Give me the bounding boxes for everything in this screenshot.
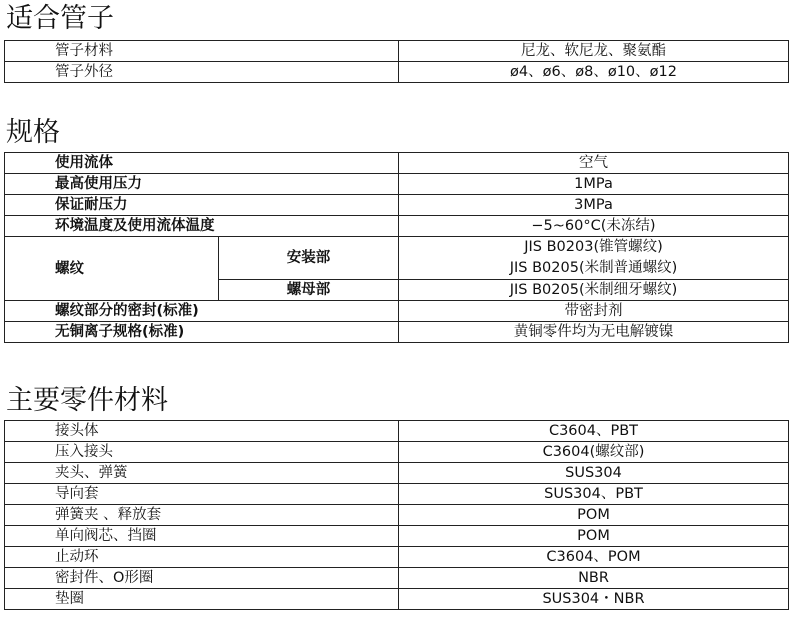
table-row: [5, 526, 789, 547]
row-label: 导向套: [5, 484, 399, 505]
row-value: C3604、POM: [399, 547, 789, 568]
row-label: 环境温度及使用流体温度: [5, 216, 399, 237]
row-value: C3604、PBT: [399, 421, 789, 442]
row-label: 单向阀芯、挡圈: [5, 526, 399, 547]
row-value: SUS304・NBR: [399, 589, 789, 610]
row-label: 管子外径: [5, 62, 399, 83]
row-value: 黄铜零件均为无电解镀镍: [399, 322, 789, 343]
thread-install-label: 安装部: [219, 237, 399, 280]
thread-label: 螺纹: [5, 237, 219, 301]
row-value: SUS304: [399, 463, 789, 484]
row-label: 弹簧夹 、释放套: [5, 505, 399, 526]
table-row: [5, 322, 789, 343]
row-label: 密封件、O形圈: [5, 568, 399, 589]
row-value: −5~60°C(未冻结): [399, 216, 789, 237]
row-label: 垫圈: [5, 589, 399, 610]
tubing-table: [4, 40, 789, 83]
row-label: 无铜离子规格(标准): [5, 322, 399, 343]
thread-install-value-line: JIS B0205(米制普通螺纹): [509, 260, 678, 276]
materials-table: [4, 420, 789, 610]
table-row: [5, 174, 789, 195]
row-value: 1MPa: [399, 174, 789, 195]
row-value: POM: [399, 505, 789, 526]
row-value: 尼龙、软尼龙、聚氨酯: [399, 41, 789, 62]
section-title-materials: 主要零件材料: [6, 385, 168, 416]
row-label: 止动环: [5, 547, 399, 568]
row-label: 最高使用压力: [5, 174, 399, 195]
row-label: 压入接头: [5, 442, 399, 463]
section-title-specifications: 规格: [6, 117, 60, 148]
table-row: [5, 216, 789, 237]
table-row: [5, 62, 789, 83]
table-row: [5, 442, 789, 463]
specifications-table: [4, 152, 789, 343]
table-row: [5, 421, 789, 442]
table-row: [5, 505, 789, 526]
table-row: [5, 484, 789, 505]
row-value: SUS304、PBT: [399, 484, 789, 505]
row-label: 螺纹部分的密封(标准): [5, 301, 399, 322]
table-row: [5, 463, 789, 484]
table-row: [5, 41, 789, 62]
table-row: [5, 301, 789, 322]
table-row: [5, 195, 789, 216]
row-value: C3604(螺纹部): [399, 442, 789, 463]
row-value: 空气: [399, 153, 789, 174]
thread-nut-value: JIS B0205(米制细牙螺纹): [399, 280, 789, 301]
thread-nut-label: 螺母部: [219, 280, 399, 301]
row-label: 保证耐压力: [5, 195, 399, 216]
section-title-tubing: 适合管子: [6, 3, 114, 34]
row-value: POM: [399, 526, 789, 547]
row-label: 管子材料: [5, 41, 399, 62]
row-value: 带密封剂: [399, 301, 789, 322]
thread-install-value: [399, 237, 789, 280]
row-value: ø4、ø6、ø8、ø10、ø12: [399, 62, 789, 83]
row-label: 接头体: [5, 421, 399, 442]
table-row: [5, 589, 789, 610]
thread-install-value-line: JIS B0203(锥管螺纹): [524, 239, 663, 255]
table-row: [5, 547, 789, 568]
table-row: [5, 153, 789, 174]
row-label: 夹头、弹簧: [5, 463, 399, 484]
row-label: 使用流体: [5, 153, 399, 174]
table-row: [5, 568, 789, 589]
row-value: 3MPa: [399, 195, 789, 216]
row-value: NBR: [399, 568, 789, 589]
table-row: [5, 237, 789, 280]
